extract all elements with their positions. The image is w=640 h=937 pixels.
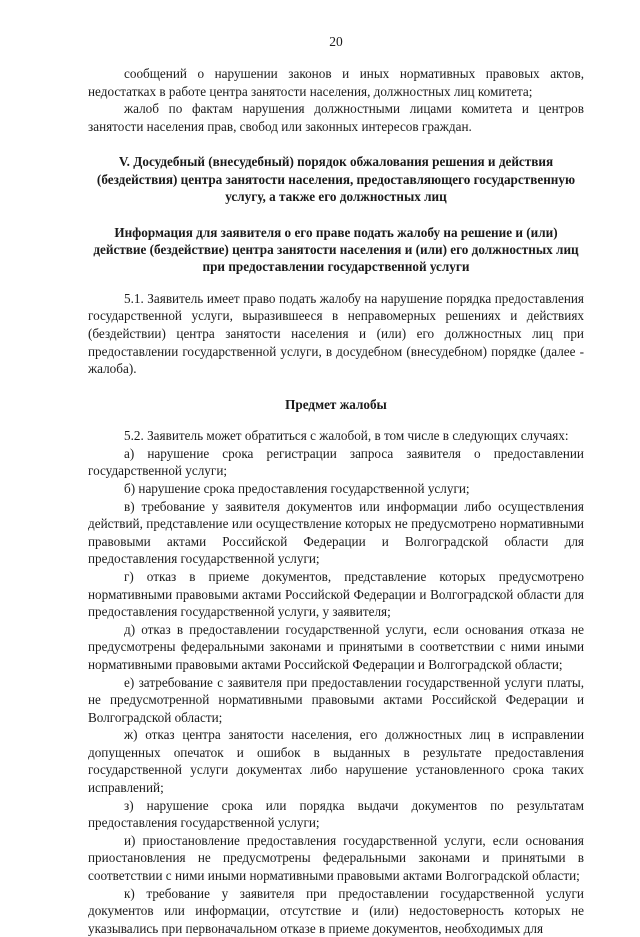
intro-paragraph-1: сообщений о нарушении законов и иных нормативных правовых актов, недостатках в работе центра занятости населения, должностных лиц комитета; xyxy=(88,66,584,99)
intro-paragraph-2: жалоб по фактам нарушения должностными лицами комитета и центров занятости населения прав, свобод или законных интересов граждан. xyxy=(88,101,584,134)
case-item-zh: ж) отказ центра занятости населения, его должностных лиц в исправлении допущенных опечаток и ошибок в выданных в результате предоставления государственной услуги документах либо нарушение установленного срока таких исправлений; xyxy=(88,727,584,796)
case-item-g: г) отказ в приеме документов, представление которых предусмотрено нормативными правовыми актами Российской Федерации и Волгоградской области для предоставления государственной услуги, у заявителя; xyxy=(88,568,584,620)
case-item-a: а) нарушение срока регистрации запроса заявителя о предоставлении государственной услуги; xyxy=(88,445,584,479)
case-item-b: б) нарушение срока предоставления государственной услуги; xyxy=(124,480,470,496)
document-page xyxy=(88,0,584,936)
page-number: 20 xyxy=(329,34,343,49)
document-body xyxy=(88,65,584,937)
case-item-d: д) отказ в предоставлении государственной услуги, если основания отказа не предусмотрены федеральными законами и принятыми в соответствии с ними иными нормативными правовыми актами Российской Федерации и Волгоградской области; xyxy=(88,621,584,672)
case-item-e: е) затребование с заявителя при предоставлении государственной услуги платы, не предусмотренной нормативными правовыми актами Российской Федерации и Волгоградской области; xyxy=(88,674,584,725)
case-item-i: и) приостановление предоставления государственной услуги, если основания приостановления не предусмотрены федеральными законами и принятыми в соответствии с ними иными нормативными правовыми актами Волгоградской области; xyxy=(88,832,584,884)
subject-heading: Предмет жалобы xyxy=(285,396,387,412)
paragraph-5-2: 5.2. Заявитель может обратиться с жалобой, в том числе в следующих случаях: xyxy=(124,428,569,444)
case-item-k: к) требование у заявителя при предоставлении государственной услуги документов или информации, отсутствие и (или) недостоверность которых не указывались при первоначальном отказе в приеме документов, необходимых для xyxy=(88,885,584,936)
paragraph-5-1: 5.1. Заявитель имеет право подать жалобу на нарушение порядка предоставления государственной услуги, выразившееся в неправомерных решениях и действиях (бездействии) центра занятости населения и (или) его должностных лиц при предоставлении государственной услуги, в досудебном (внесудебном) порядке (далее - жалоба). xyxy=(88,290,584,377)
case-item-v: в) требование у заявителя документов или информации либо осуществления действий, представление или осуществление которых не предусмотрено нормативными правовыми актами Российской Федерации и Волгоградской области для предоставления государственной услуги; xyxy=(88,498,584,567)
case-item-z: з) нарушение срока или порядка выдачи документов по результатам предоставления государственной услуги; xyxy=(88,797,584,831)
subsection-heading: Информация для заявителя о его праве подать жалобу на решение и (или) действие (бездействие) центра занятости населения и (или) его должностных лиц при предоставлении государственной услуги xyxy=(93,224,579,275)
section-heading: V. Досудебный (внесудебный) порядок обжалования решения и действия (бездействия) центра занятости населения, предоставляющего государственную услугу, а также его должностных лиц xyxy=(96,154,576,205)
